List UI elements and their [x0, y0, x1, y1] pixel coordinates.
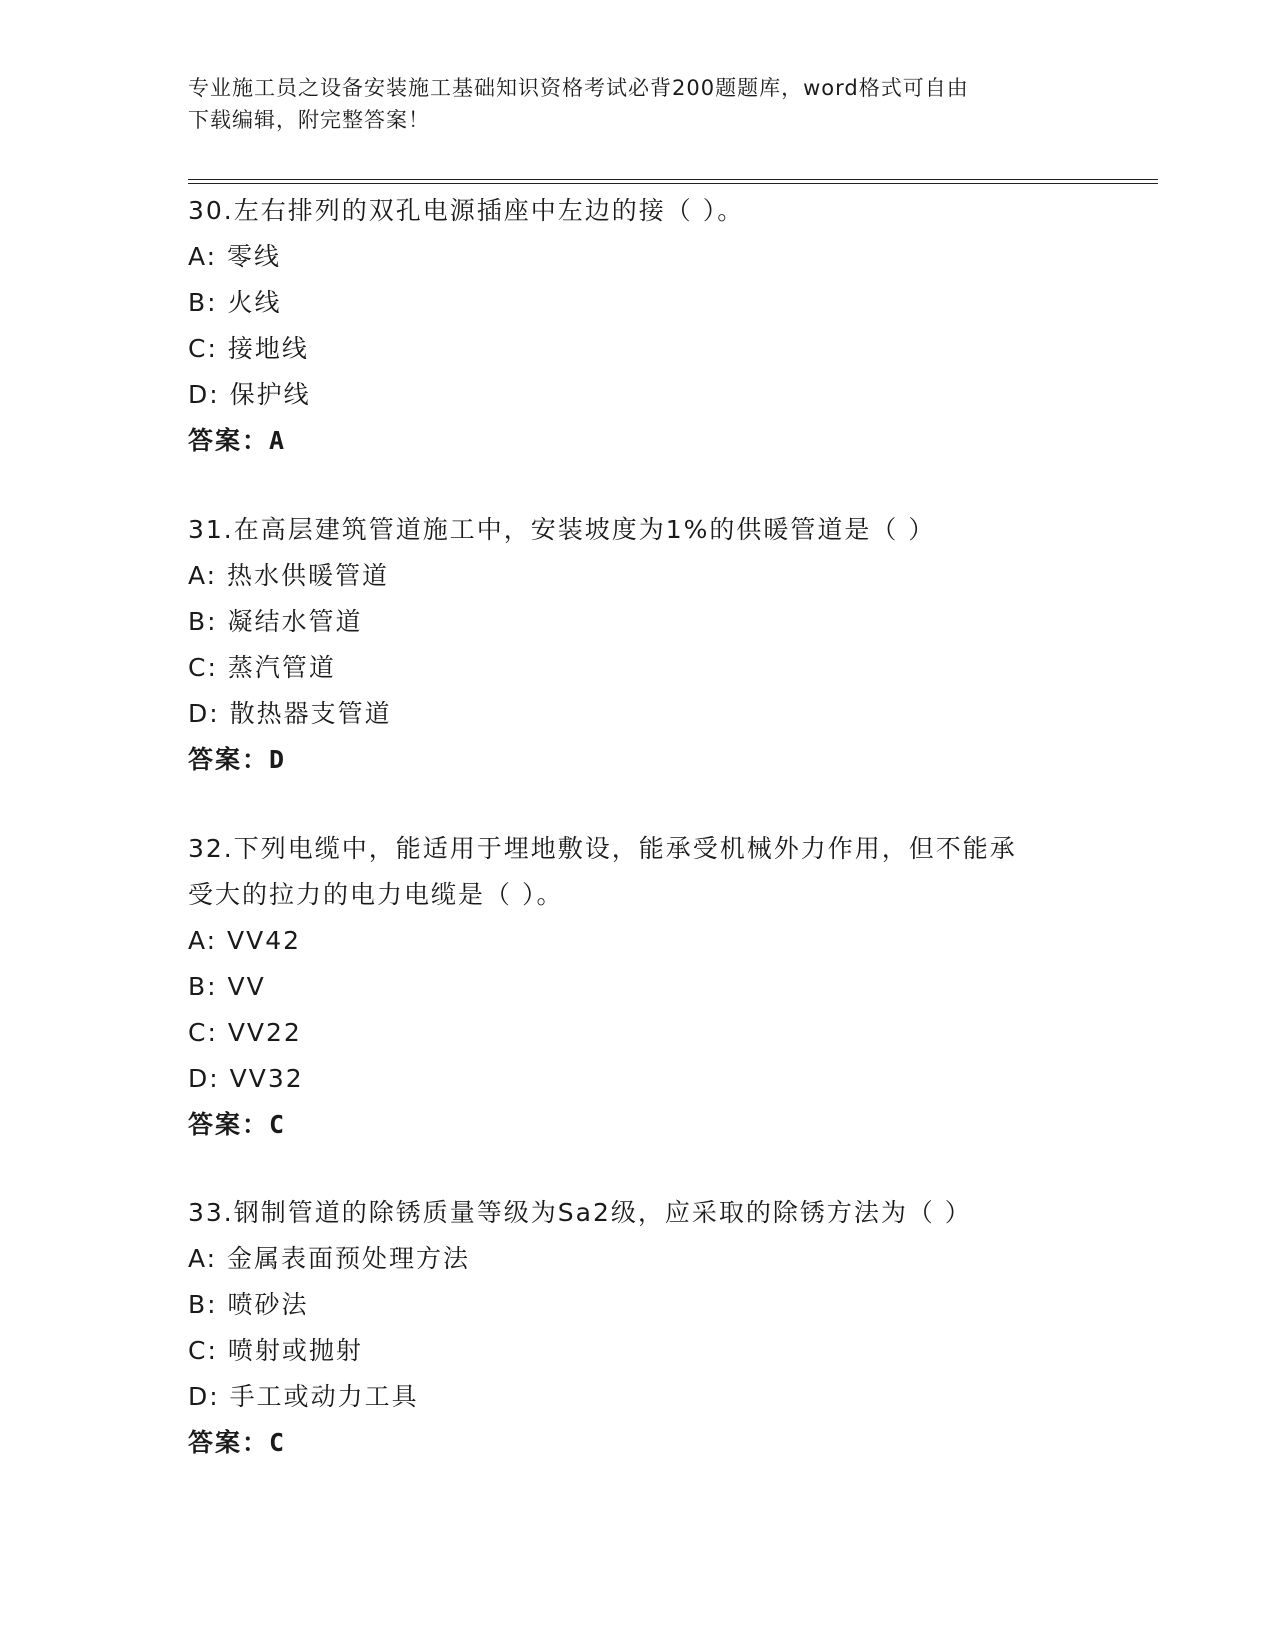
document-header — [188, 72, 1088, 136]
option-b: B: 凝结水管道 — [188, 607, 363, 636]
option-a: A: 零线 — [188, 242, 282, 271]
answer: 答案：D — [188, 745, 287, 774]
option-c: C: 接地线 — [188, 334, 309, 363]
answer: 答案：A — [188, 426, 287, 455]
question-33 — [188, 1190, 1088, 1466]
question-30 — [188, 188, 1088, 464]
answer: 答案：C — [188, 1428, 287, 1457]
question-stem-continued: 受大的拉力的电力电缆是（ ）。 — [188, 880, 564, 909]
header-divider-bottom — [188, 183, 1158, 184]
option-c: C: 蒸汽管道 — [188, 653, 336, 682]
option-b: B: 火线 — [188, 288, 282, 317]
option-d: D: 手工或动力工具 — [188, 1382, 419, 1411]
option-a: A: 金属表面预处理方法 — [188, 1244, 471, 1273]
header-line-1: 专业施工员之设备安装施工基础知识资格考试必背200题题库，word格式可自由 — [188, 76, 969, 100]
header-line-2: 下载编辑，附完整答案！ — [188, 108, 430, 132]
option-d: D: 保护线 — [188, 380, 311, 409]
question-stem: 31.在高层建筑管道施工中，安装坡度为1%的供暖管道是（ ） — [188, 515, 936, 544]
question-stem: 33.钢制管道的除锈质量等级为Sa2级，应采取的除锈方法为（ ） — [188, 1198, 972, 1227]
option-d: D: VV32 — [188, 1064, 304, 1093]
option-c: C: 喷射或抛射 — [188, 1336, 363, 1365]
option-a: A: 热水供暖管道 — [188, 561, 390, 590]
answer: 答案：C — [188, 1110, 287, 1139]
option-b: B: VV — [188, 972, 266, 1001]
option-b: B: 喷砂法 — [188, 1290, 309, 1319]
header-divider-top — [188, 179, 1158, 180]
question-stem: 32.下列电缆中，能适用于埋地敷设，能承受机械外力作用，但不能承 — [188, 834, 1017, 863]
option-c: C: VV22 — [188, 1018, 302, 1047]
question-32 — [188, 826, 1088, 1148]
option-d: D: 散热器支管道 — [188, 699, 392, 728]
option-a: A: VV42 — [188, 926, 302, 955]
question-31 — [188, 507, 1088, 783]
question-stem: 30.左右排列的双孔电源插座中左边的接（ ）。 — [188, 196, 745, 225]
